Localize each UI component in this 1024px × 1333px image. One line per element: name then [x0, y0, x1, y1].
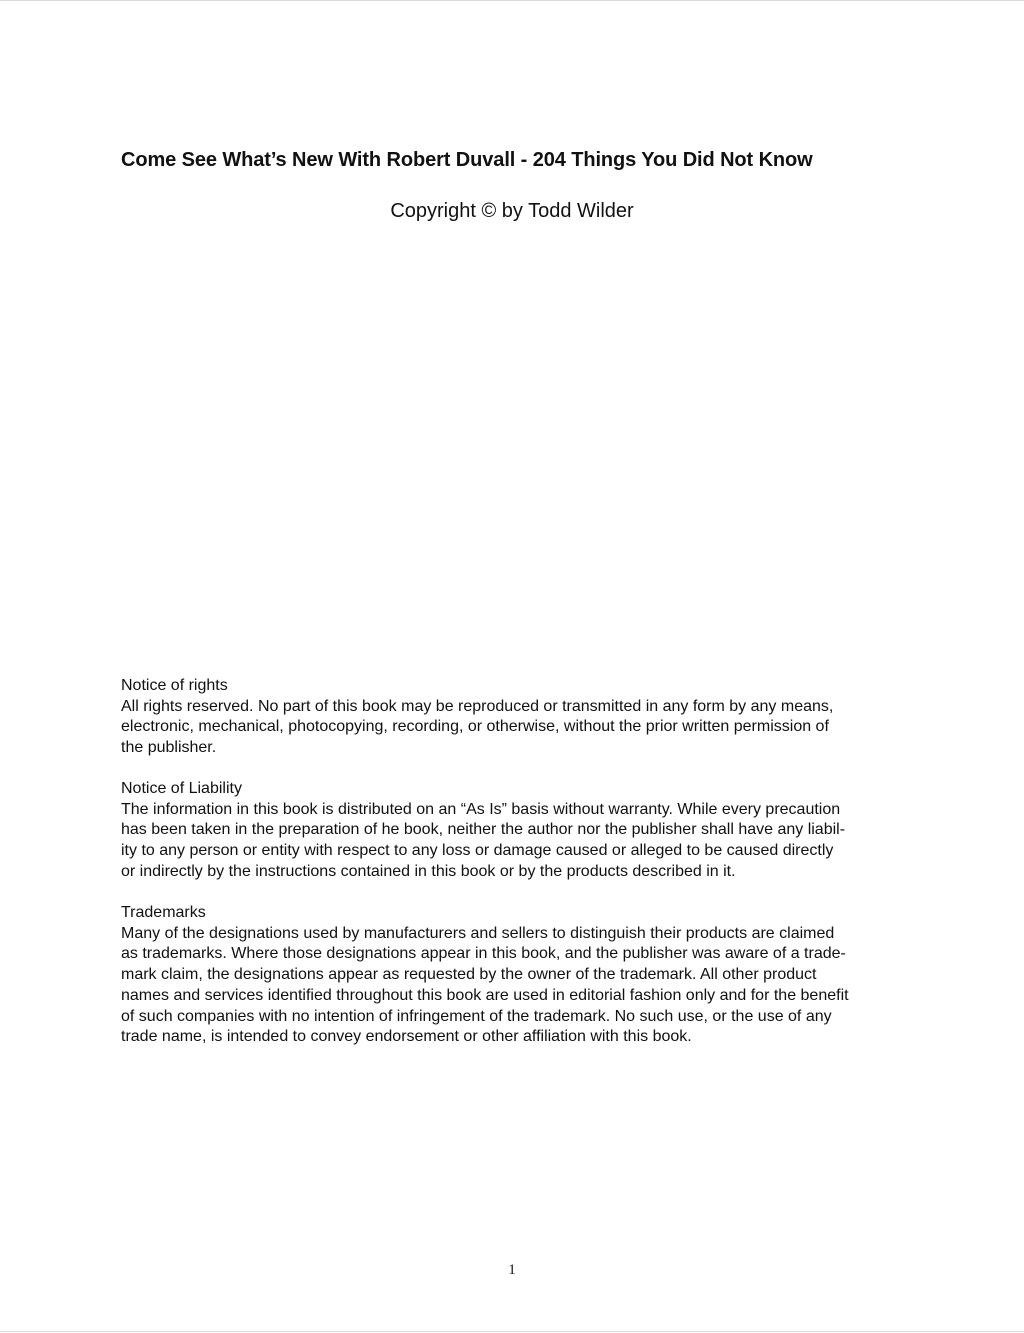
page-top-edge: [0, 0, 1024, 1]
paragraph-line: mark claim, the designations appear as requested by the owner of the trademark. All other product: [121, 966, 817, 984]
paragraph-line: ity to any person or entity with respect to any loss or damage caused or alleged to be caused directly: [121, 842, 834, 860]
notice-of-liability-section: [121, 779, 911, 883]
book-title: Come See What’s New With Robert Duvall - 204 Things You Did Not Know: [121, 149, 813, 171]
paragraph-line: has been taken in the preparation of he book, neither the author nor the publisher shall have any liabil-: [121, 821, 846, 839]
paragraph-line: of such companies with no intention of infringement of the trademark. No such use, or the use of any: [121, 1007, 832, 1025]
paragraph-line: electronic, mechanical, photocopying, recording, or otherwise, without the prior written permission of: [121, 718, 829, 736]
section-heading: Notice of Liability: [121, 780, 242, 797]
paragraph-line: trade name, is intended to convey endorsement or other affiliation with this book.: [121, 1028, 692, 1046]
notice-of-rights-section: [121, 676, 911, 759]
paragraph-line: names and services identified throughout this book are used in editorial fashion only and for the benefit: [121, 986, 849, 1004]
paragraph-line: The information in this book is distributed on an “As Is” basis without warranty. While every precaution: [121, 800, 841, 818]
section-heading: Notice of rights: [121, 677, 228, 694]
trademarks-section: [121, 903, 911, 1048]
paragraph-line: All rights reserved. No part of this book may be reproduced or transmitted in any form by any means,: [121, 697, 834, 715]
paragraph-line: or indirectly by the instructions contained in this book or by the products described in it.: [121, 862, 736, 880]
paragraph-line: as trademarks. Where those designations appear in this book, and the publisher was aware of a trade-: [121, 945, 846, 963]
paragraph-line: Many of the designations used by manufacturers and sellers to distinguish their products are claimed: [121, 924, 835, 942]
copyright-line: Copyright © by Todd Wilder: [390, 200, 634, 222]
page-bottom-edge: [0, 1331, 1024, 1332]
paragraph-line: the publisher.: [121, 739, 217, 757]
section-heading: Trademarks: [121, 904, 206, 921]
page-number: 1: [508, 1262, 516, 1278]
